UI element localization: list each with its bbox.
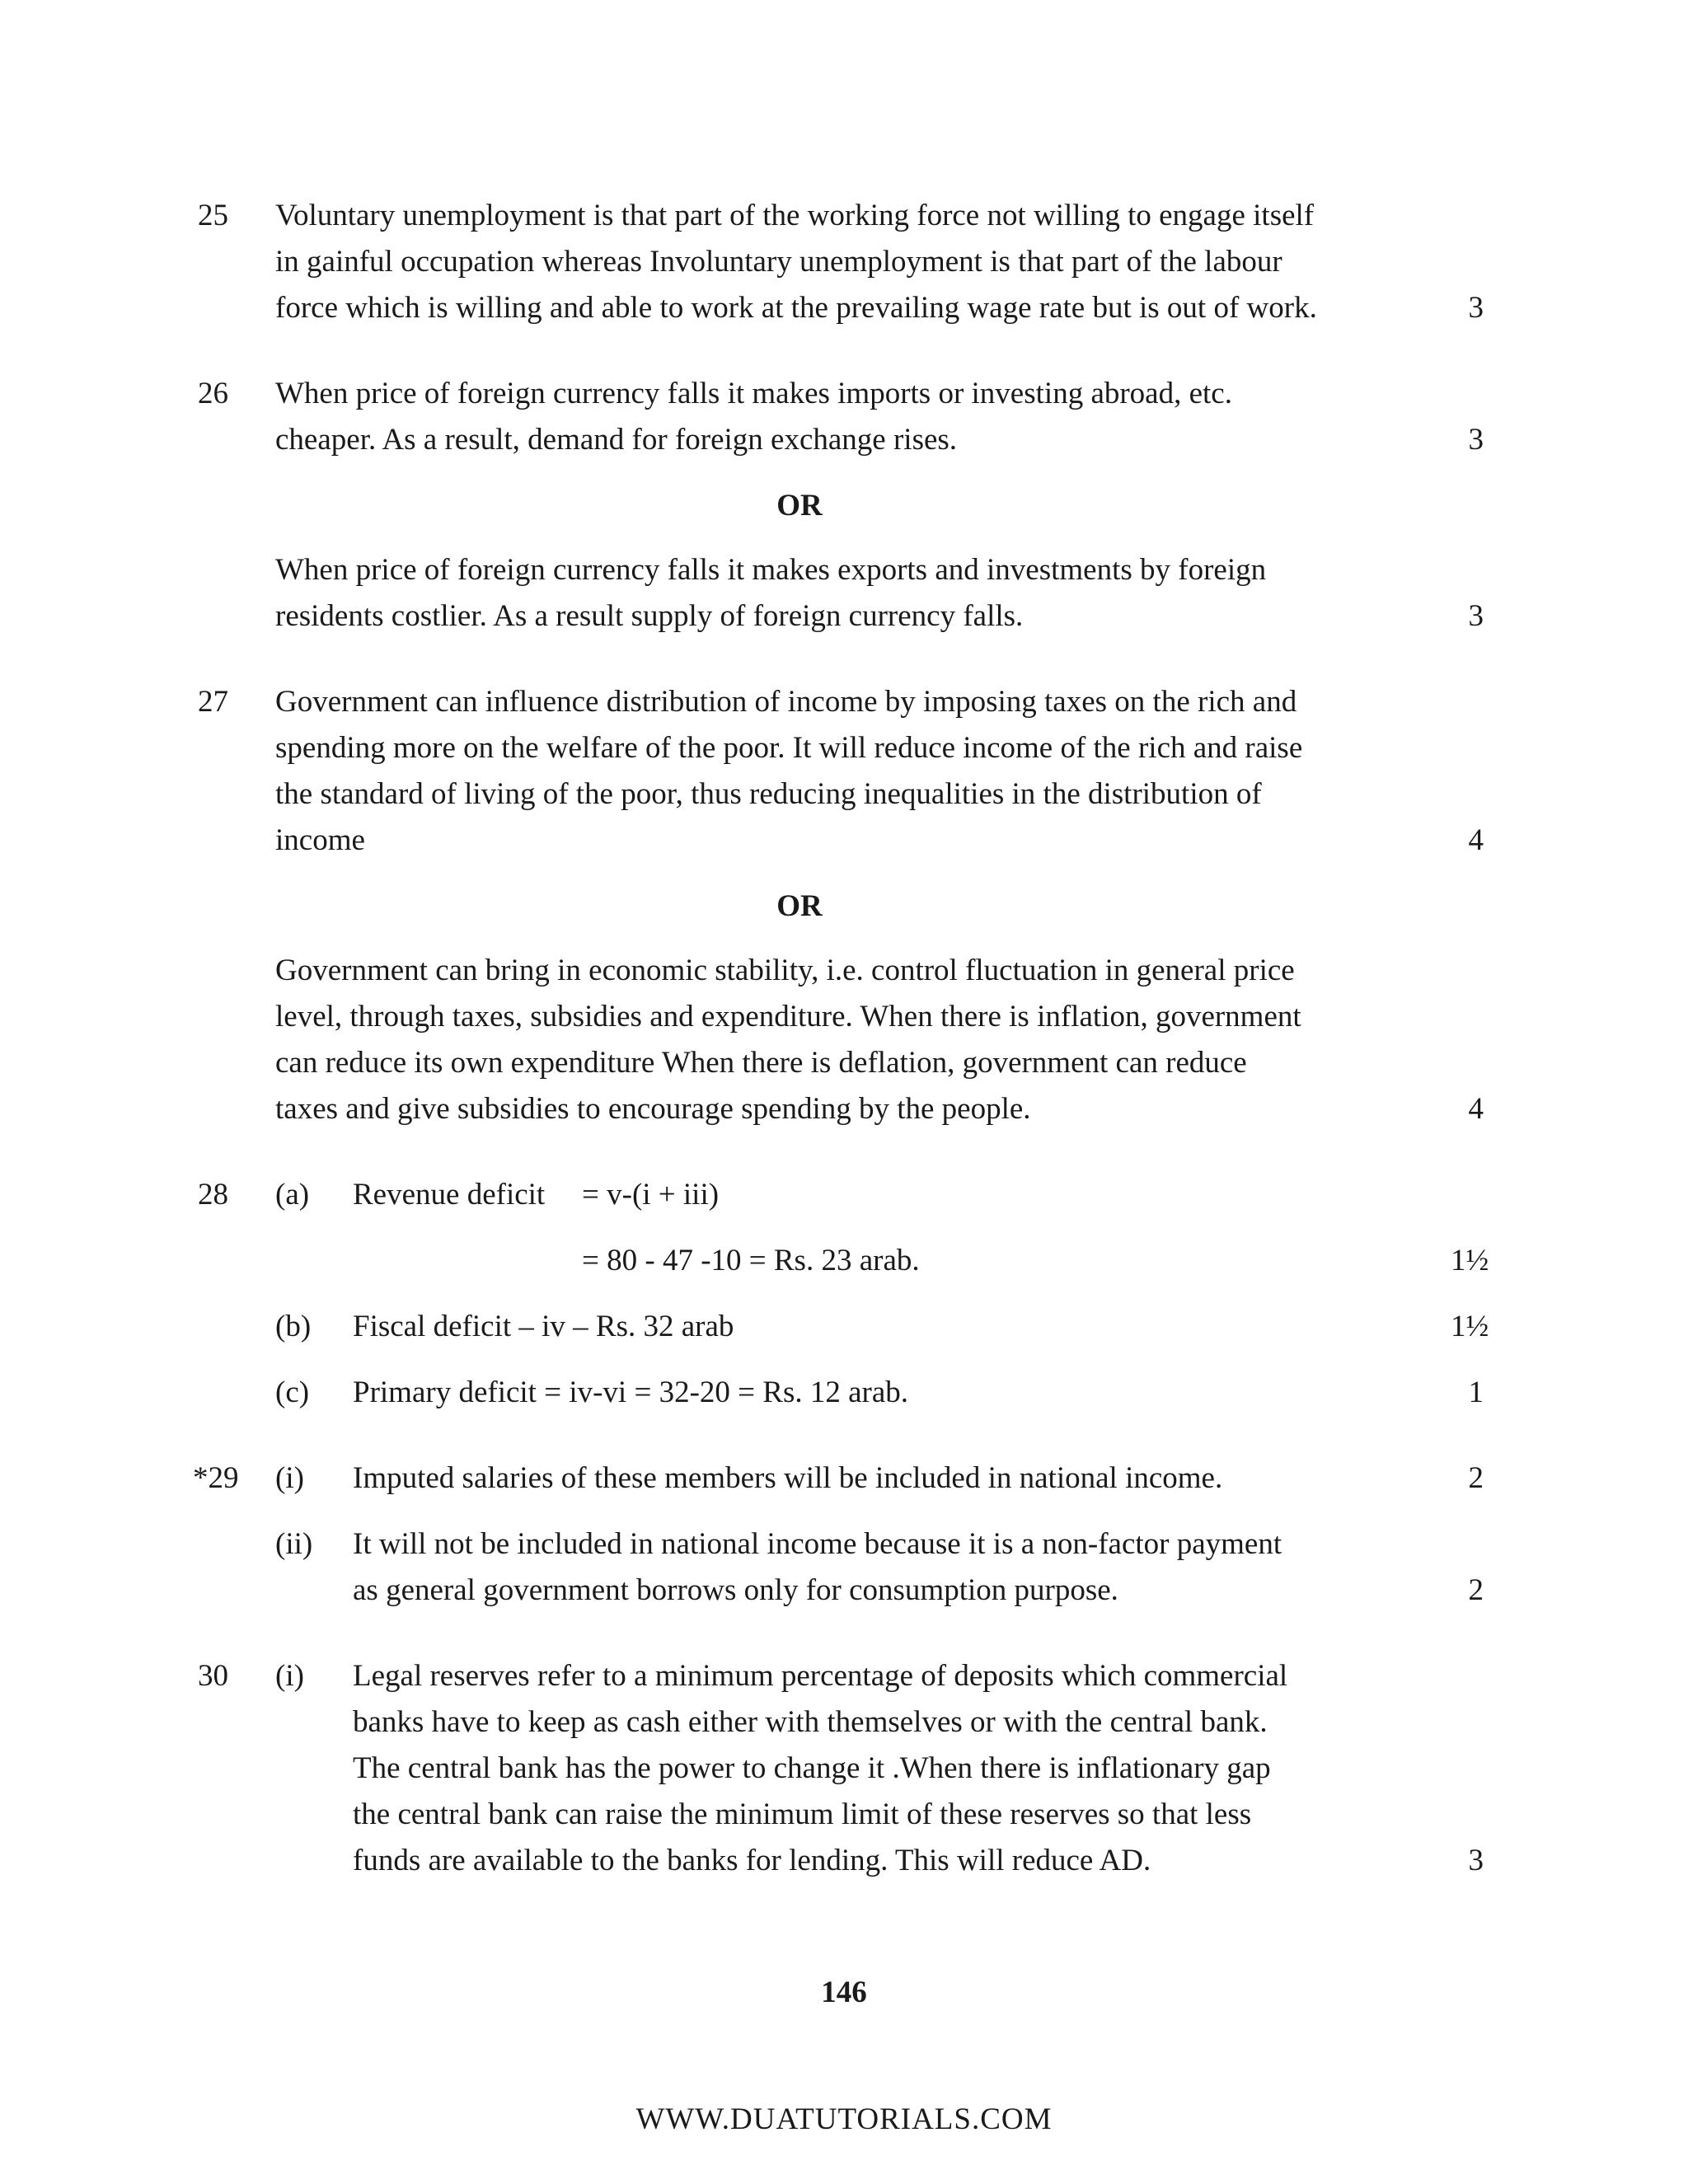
marks: 4 xyxy=(1468,823,1484,857)
answer-line: spending more on the welfare of the poor. It will reduce income of the rich and raise xyxy=(275,731,1303,765)
answer-line: banks have to keep as cash either with themselves or with the central bank. xyxy=(353,1705,1268,1739)
marks: 1 xyxy=(1468,1376,1484,1409)
answer-line: in gainful occupation whereas Involuntary unemployment is that part of the labour xyxy=(275,245,1282,279)
answer-line: Government can influence distribution of income by imposing taxes on the rich and xyxy=(275,685,1297,719)
part-label: (i) xyxy=(275,1461,304,1495)
part-label: (i) xyxy=(275,1659,304,1693)
question-number: 25 xyxy=(198,199,228,232)
answer-line: can reduce its own expenditure When there is deflation, government can reduce xyxy=(275,1046,1247,1080)
formula: = v-(i + iii) xyxy=(582,1178,720,1212)
answer-line: It will not be included in national income because it is a non-factor payment xyxy=(353,1527,1282,1561)
part-label: (c) xyxy=(275,1376,310,1409)
answer-line: the standard of living of the poor, thus reducing inequalities in the distribution of xyxy=(275,777,1262,811)
marks: 1½ xyxy=(1451,1244,1489,1277)
question-number: *29 xyxy=(193,1461,239,1495)
question-number: 27 xyxy=(198,685,228,719)
question-number: 28 xyxy=(198,1178,228,1212)
marks: 3 xyxy=(1468,599,1484,633)
answer-line: When price of foreign currency falls it makes exports and investments by foreign xyxy=(275,553,1267,587)
answer-line: funds are available to the banks for lending. This will reduce AD. xyxy=(353,1844,1151,1877)
part-label: (b) xyxy=(275,1310,312,1343)
answer-line: The central bank has the power to change it .When there is inflationary gap xyxy=(353,1751,1271,1785)
footer-website: WWW.DUATUTORIALS.COM xyxy=(635,2102,1053,2136)
answer-line: Fiscal deficit – iv – Rs. 32 arab xyxy=(353,1310,734,1343)
answer-line: level, through taxes, subsidies and expenditure. When there is inflation, government xyxy=(275,1000,1301,1033)
answer-line: Voluntary unemployment is that part of the working force not willing to engage itself xyxy=(275,199,1315,232)
page-number: 146 xyxy=(821,1975,867,2009)
answer-line: as general government borrows only for consumption purpose. xyxy=(353,1573,1118,1607)
part-label: (a) xyxy=(275,1178,310,1212)
answer-line: the central bank can raise the minimum limit of these reserves so that less xyxy=(353,1797,1252,1831)
question-number: 30 xyxy=(198,1659,228,1693)
marks: 3 xyxy=(1468,291,1484,325)
answer-line: cheaper. As a result, demand for foreign exchange rises. xyxy=(275,423,958,457)
or-separator: OR xyxy=(776,889,823,923)
answer-line: Revenue deficit xyxy=(353,1178,546,1212)
answer-line: force which is willing and able to work at the prevailing wage rate but is out of work. xyxy=(275,291,1317,325)
marks: 3 xyxy=(1468,423,1484,457)
answer-line: When price of foreign currency falls it makes imports or investing abroad, etc. xyxy=(275,377,1232,410)
answer-line: Primary deficit = iv-vi = 32-20 = Rs. 12 arab. xyxy=(353,1376,909,1409)
marks: 3 xyxy=(1468,1844,1484,1877)
answer-line: residents costlier. As a result supply of foreign currency falls. xyxy=(275,599,1024,633)
part-label: (ii) xyxy=(275,1527,313,1561)
question-number: 26 xyxy=(198,377,228,410)
answer-line: income xyxy=(275,823,365,857)
or-separator: OR xyxy=(776,489,823,523)
marks: 1½ xyxy=(1451,1310,1489,1343)
answer-line: Legal reserves refer to a minimum percentage of deposits which commercial xyxy=(353,1659,1288,1693)
answer-line: Government can bring in economic stability, i.e. control fluctuation in general price xyxy=(275,954,1295,987)
calculation: = 80 - 47 -10 = Rs. 23 arab. xyxy=(582,1244,920,1277)
answer-line: Imputed salaries of these members will be included in national income. xyxy=(353,1461,1223,1495)
answer-line: taxes and give subsidies to encourage spending by the people. xyxy=(275,1092,1031,1126)
marks: 2 xyxy=(1468,1573,1484,1607)
marks: 4 xyxy=(1468,1092,1484,1126)
marks: 2 xyxy=(1468,1461,1484,1495)
